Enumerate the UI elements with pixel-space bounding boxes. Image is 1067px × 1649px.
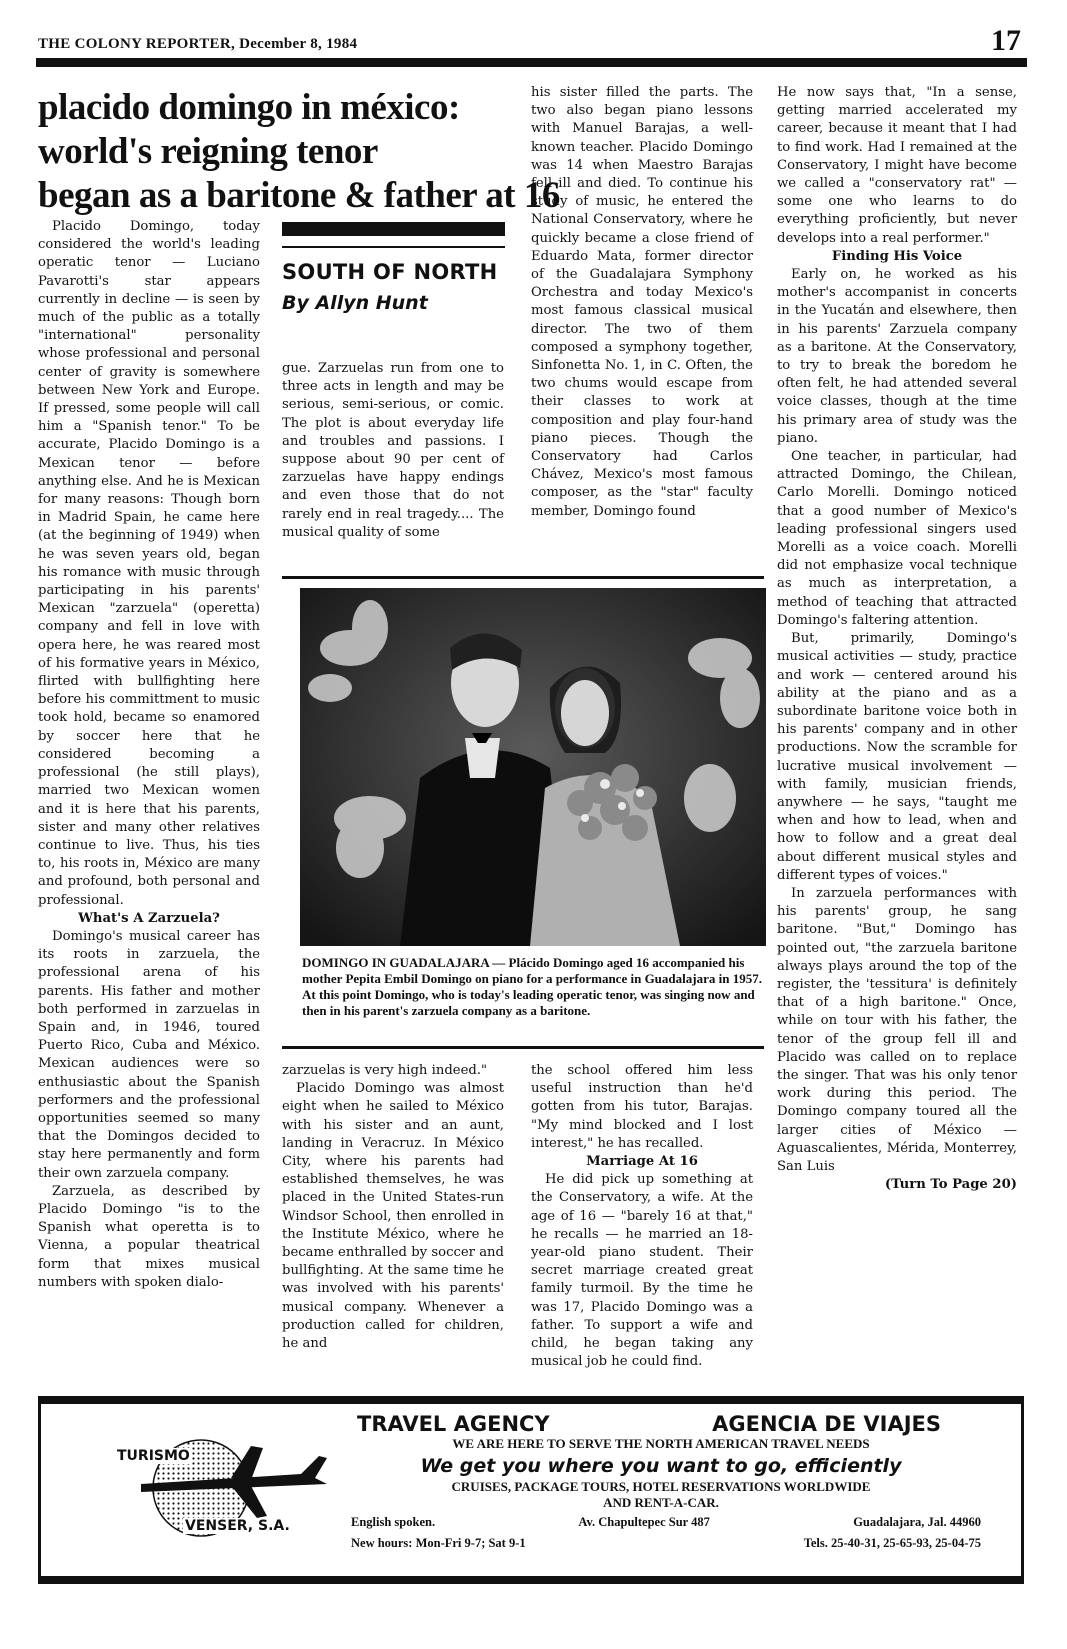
paragraph: Zarzuela, as described by Placido Domingo "is to the Spanish what operetta is to Vienna, a popular theatrical form that mixes musical numbers with spoken dialo- — [38, 1183, 260, 1290]
ad-tagline: WE ARE HERE TO SERVE THE NORTH AMERICAN TRAVEL NEEDS — [452, 1436, 870, 1451]
ad-hours: New hours: Mon-Fri 9-7; Sat 9-1 — [351, 1536, 526, 1550]
paragraph: Early on, he worked as his mother's accompanist in concerts in the Yucatán and elsewhere, then in his parents' Zarzuela company as a baritone. At the Conservatory, to try to break the boredom he often felt, he had attended several voice classes, though at the time his primary area of study was the piano. — [777, 267, 1017, 446]
column-name: SOUTH OF NORTH — [282, 260, 498, 284]
turismo-logo — [101, 1426, 331, 1546]
ad-address: Av. Chapultepec Sur 487 — [578, 1515, 710, 1529]
paragraph: He did pick up something at the Conservatory, a wife. At the age of 16 — "barely 16 at that," he recalls — he married an 18-year-old piano student. Their secret marriage created great family turmoil. By the time he was 17, Placido Domingo was a father. To support a wife and child, he began taking any musical job he could find. — [531, 1172, 753, 1370]
paragraph: Domingo's musical career has its roots in zarzuela, the professional arena of his parents. His father and mother both performed in zarzuelas in Spain and, in 1946, toured Puerto Rico, Cuba and México. Mexican audiences were so enthusiastic about the Spanish performers and the professional opportunities seemed so many that the Domingos decided to stay here permanently and form their own zarzuela company. — [38, 928, 260, 1181]
ad-phones: Tels. 25-40-31, 25-65-93, 25-04-75 — [803, 1536, 981, 1550]
byline: By Allyn Hunt — [282, 292, 428, 314]
jump-line: (Turn To Page 20) — [884, 1177, 1017, 1193]
article-column-3-top — [531, 84, 753, 521]
header-rule — [36, 58, 1027, 67]
paragraph: In zarzuela performances with his parents' group, he sang baritone. "But," Domingo has pointed out, "the zarzuela baritone always plays around the top of the register, the 'tessitura' is definitely that of a high baritone." Once, while on tour with his father, the tenor of the group fell ill and Placido was called on to replace the singer. That was his only tenor work during this period. The Domingo company toured all the larger cities of México — Aguascalientes, Mérida, Monterrey, San Luis — [777, 885, 1017, 1174]
article-column-3-bottom — [531, 1062, 753, 1371]
page-number: 17 — [991, 24, 1021, 57]
article-column-1 — [38, 218, 260, 1292]
column-header-rule — [282, 246, 505, 248]
article-headline — [38, 86, 560, 218]
paragraph: zarzuelas is very high indeed." — [282, 1063, 488, 1078]
ad-slogan: We get you where you want to go, efficiently — [420, 1455, 902, 1477]
article-column-4 — [777, 84, 1017, 1194]
subheading: What's A Zarzuela? — [78, 910, 220, 926]
domingo-photo — [300, 588, 766, 946]
paragraph: He now says that, "In a sense, getting married accelerated my career, because it meant that I had to find work. Had I remained at the Conservatory, I might have become we called a "conservatory rat" — some one who learns to do everything proficiently, but never develops into a real performer." — [777, 85, 1017, 246]
ad-city: Guadalajara, Jal. 44960 — [853, 1515, 981, 1529]
paragraph: Placido Domingo was almost eight when he sailed to México with his sister and an aunt, landing in Veracruz. In México City, where his parents had established themselves, he was placed in the United States-run Windsor School, then enrolled in the Institute México, where he became enthralled by soccer and bullfighting. At the same time he was involved with his parents' musical company. Whenever a production called for children, he and — [282, 1081, 504, 1352]
ad-text-block — [331, 1412, 991, 1551]
ad-services: CRUISES, PACKAGE TOURS, HOTEL RESERVATIONS WORLDWIDE — [451, 1479, 871, 1494]
article-column-2-top — [282, 360, 504, 542]
ad-title-spanish: AGENCIA DE VIAJES — [712, 1412, 941, 1436]
ad-title-english: TRAVEL AGENCY — [357, 1412, 550, 1436]
photo-illustration — [300, 588, 766, 946]
travel-agency-ad — [38, 1396, 1024, 1584]
photo-rule-bottom — [282, 1046, 764, 1049]
ad-english-spoken: English spoken. — [351, 1515, 436, 1529]
headline-line-1: placido domingo in méxico: — [38, 87, 460, 128]
headline-line-2: world's reigning tenor — [38, 131, 378, 172]
subheading: Marriage At 16 — [586, 1154, 698, 1170]
subheading: Finding His Voice — [831, 248, 963, 264]
paragraph: gue. Zarzuelas run from one to three acts in length and may be serious, semi-serious, or comic. The plot is about everyday life and troubles and passions. I suppose about 90 per cent of zarzuelas have happy endings and even those that do not rarely end in real tragedy.... The musical quality of some — [282, 361, 504, 540]
ad-title-row — [331, 1412, 991, 1436]
headline-line-3: began as a baritone & father at 16 — [38, 175, 560, 216]
photo-rule-top — [282, 576, 764, 579]
ad-address-row — [331, 1515, 991, 1530]
column-header-box — [282, 222, 505, 314]
logo-text-bottom: VENSER, S.A. — [185, 1518, 290, 1534]
paragraph: the school offered him less useful instruction than he'd gotten from his tutor, Barajas. "My mind blocked and I lost interest," he has recalled. — [531, 1063, 753, 1151]
photo-caption: DOMINGO IN GUADALAJARA — Plácido Domingo aged 16 accompanied his mother Pepita Embil Domingo on piano for a performance in Guadalajara in 1957. At this point Domingo, who is today's leading operatic tenor, was singing now and then in his parent's zarzuela company as a baritone. — [302, 955, 762, 1018]
article-column-2-bottom — [282, 1062, 504, 1353]
ad-services-2: AND RENT-A-CAR. — [603, 1495, 719, 1510]
paragraph: his sister filled the parts. The two also began piano lessons with Manuel Barajas, a well-known teacher. Placido Domingo was 14 when Maestro Barajas fell ill and died. To continue his study of music, he entered the National Conservatory, where he quickly became a close friend of Eduardo Mata, former director of the Guadalajara Symphony Orchestra and today Mexico's most famous classical musical director. The two of them composed a symphony together, Sinfonetta No. 1, in C. Often, the two chums would escape from their classes to work at composition and play four-hand piano pieces. Though the Conservatory had Carlos Chávez, Mexico's most famous composer, as the "star" faculty member, Domingo found — [531, 85, 753, 519]
logo-text-top: TURISMO — [117, 1448, 190, 1464]
paragraph: But, primarily, Domingo's musical activities — study, practice and work — centered around his ability at the piano and as a subordinate baritone voice both in his parents' company and in other productions. Now the scramble for lucrative musical involvement — with family, musician friends, anywhere — he says, "taught me when and how to lead, when and how to follow and a great deal about different musical styles and different types of voices." — [777, 631, 1017, 883]
paragraph: One teacher, in particular, had attracted Domingo, the Chilean, Carlo Morelli. Domingo noticed that a good number of Mexico's leading professional singers used Morelli as a voice coach. Morelli did not emphasize vocal technique as much as interpretation, a method of teaching that attracted Domingo's faltering attention. — [777, 449, 1017, 628]
ad-hours-row — [331, 1536, 991, 1551]
page-header: THE COLONY REPORTER, December 8, 1984 — [38, 36, 358, 52]
paragraph: Placido Domingo, today considered the world's leading operatic tenor — Luciano Pavarotti's star appears currently in decline — is seen by much of the public as a totally "international" personality whose professional and personal center of gravity is somewhere between New York and Europe. If pressed, some people will call him a "Spanish tenor." To be accurate, Placido Domingo is a Mexican tenor — before anything else. And he is Mexican for many reasons: Though born in Madrid Spain, he came here (at the beginning of 1949) when he was seven years old, began his romance with music through participating in his parents' Mexican "zarzuela" (operetta) company and fell in love with opera here, he was reared most of his formative years in México, flirted with bullfighting here before his committment to music took hold, became so enamored by soccer here that he considered becoming a professional (he still plays), married two Mexican women and it is here that his parents, sister and many other relatives continue to live. Thus, his ties to, his roots in, México are many and profound, both personal and professional. — [38, 219, 260, 908]
